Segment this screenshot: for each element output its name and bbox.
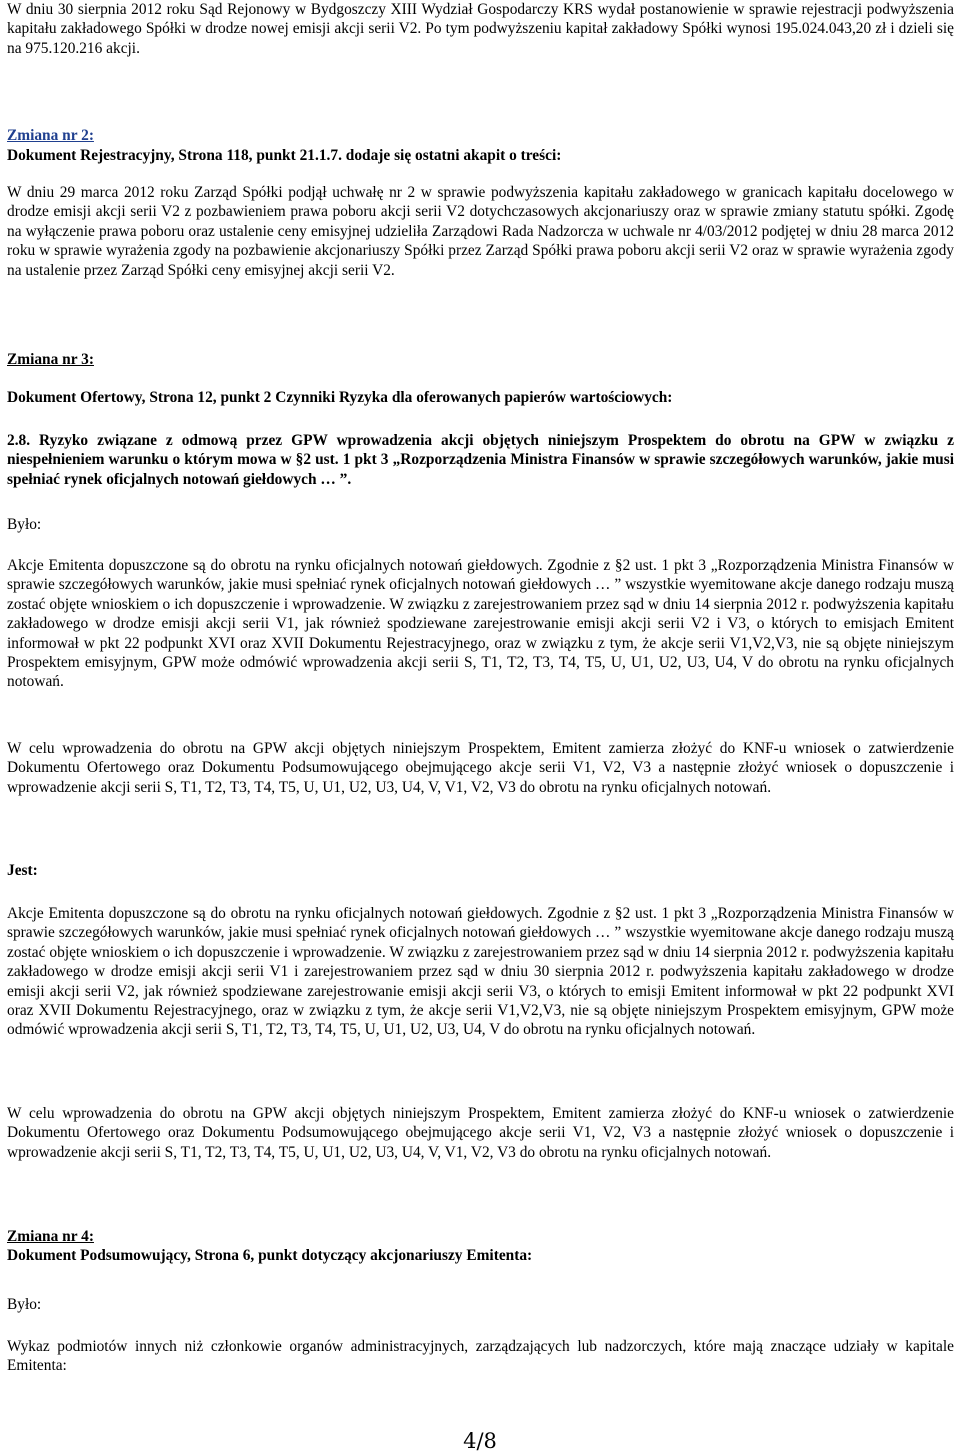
risk-factor-heading: 2.8. Ryzyko związane z odmową przez GPW wprowadzenia akcji objętych niniejszym Prospektem do obrotu na GPW w związku z niespełnieniem warunku o którym mowa w §2 ust. 1 pkt 3 „Rozporządzenia Ministra Finansów w sprawie szczegółowych warunków, jakie musi spełniać rynek oficjalnych notowań giełdowych … ”. [7, 432, 954, 488]
was-paragraph-2: W celu wprowadzenia do obrotu na GPW akcji objętych niniejszym Prospektem, Emitent zamierza złożyć do KNF-u wniosek o zatwierdzenie Dokumentu Ofertowego oraz Dokumentu Podsumowującego obejmującego akcje serii V1, V2, V3 a następnie złożyć wniosek o dopuszczenie i wprowadzenie akcji serii S, T1, T2, T3, T4, T5, U, U1, U2, U3, U4, V, V1, V2, V3 do obrotu na rynku oficjalnych notowań. [7, 740, 954, 796]
was-label: Było: [7, 516, 42, 533]
amendment-3-title: Zmiana nr 3: [7, 351, 94, 368]
amendment-4-was-label: Było: [7, 1296, 42, 1313]
page-number: 4/8 [463, 1429, 497, 1453]
amendment-2-body: W dniu 29 marca 2012 roku Zarząd Spółki podjął uchwałę nr 2 w sprawie podwyższenia kapitału zakładowego w granicach kapitału docelowego w drodze emisji akcji serii V2 z pozbawieniem prawa poboru akcji serii V2 dotychczasowych akcjonariuszy oraz w sprawie zmiany statutu spółki. Zgodę na wyłączenie prawa poboru oraz ustalenie ceny emisyjnej udzieliła Zarządowi Rada Nadzorcza w uchwale nr 4/03/2012 podjętej w dniu 28 marca 2012 roku w sprawie wyrażenia zgody na pozbawienie akcjonariuszy Spółki przez Zarząd Spółki prawa poboru akcji serii V2 oraz w sprawie wyrażenia zgody na ustalenie przez Zarząd Spółki ceny emisyjnej akcji serii V2. [7, 184, 954, 279]
amendment-2-title: Zmiana nr 2: [7, 127, 94, 144]
is-label: Jest: [7, 862, 38, 879]
is-paragraph-1: Akcje Emitenta dopuszczone są do obrotu na rynku oficjalnych notowań giełdowych. Zgodnie z §2 ust. 1 pkt 3 „Rozporządzenia Ministra Finansów w sprawie szczegółowych warunków, jakie musi spełniać rynek oficjalnych notowań giełdowych … ” wszystkie wyemitowane akcje danego rodzaju muszą zostać objęte wnioskiem o ich dopuszczenie i wprowadzenie. W związku z zarejestrowaniem przez sąd w dniu 14 sierpnia 2012 r. podwyższenia kapitału zakładowego w drodze emisji akcji serii V1 i zarejestrowaniem przez sąd w dniu 30 sierpnia 2012 r. podwyższenia kapitału zakładowego w drodze emisji akcji serii V2, jak również spodziewane zarejestrowanie emisji akcji serii V3, o których to emisji Emitent informował w pkt 22 podpunkt XVI oraz XVII Dokumentu Rejestracyjnego, oraz w związku z tym, że akcje serii V1,V2,V3, nie są objęte niniejszym Prospektem emisyjnym, GPW może odmówić wprowadzenia akcji serii S, T1, T2, T3, T4, T5, U, U1, U2, U3, U4, V do obrotu na rynku oficjalnych notowań. [7, 905, 954, 1039]
is-paragraph-2: W celu wprowadzenia do obrotu na GPW akcji objętych niniejszym Prospektem, Emitent zamierza złożyć do KNF-u wniosek o zatwierdzenie Dokumentu Ofertowego oraz Dokumentu Podsumowującego obejmującego akcje serii V1, V2, V3 a następnie złożyć wniosek o dopuszczenie i wprowadzenie akcji serii S, T1, T2, T3, T4, T5, U, U1, U2, U3, U4, V, V1, V2, V3 do obrotu na rynku oficjalnych notowań. [7, 1105, 954, 1161]
amendment-4-body: Wykaz podmiotów innych niż członkowie organów administracyjnych, zarządzających lub nadzorczych, które mają znaczące udziały w kapitale Emitenta: [7, 1338, 954, 1375]
amendment-4-reference: Dokument Podsumowujący, Strona 6, punkt dotyczący akcjonariuszy Emitenta: [7, 1247, 533, 1264]
amendment-4-title: Zmiana nr 4: [7, 1228, 94, 1245]
was-paragraph-1: Akcje Emitenta dopuszczone są do obrotu na rynku oficjalnych notowań giełdowych. Zgodnie z §2 ust. 1 pkt 3 „Rozporządzenia Ministra Finansów w sprawie szczegółowych warunków, jakie musi spełniać rynek oficjalnych notowań giełdowych … ” wszystkie wyemitowane akcje danego rodzaju muszą zostać objęte wnioskiem o ich dopuszczenie i wprowadzenie. W związku z zarejestrowaniem przez sąd w dniu 14 sierpnia 2012 r. podwyższenia kapitału zakładowego w drodze emisji akcji serii V1, jak również spodziewane zarejestrowanie emisji akcji serii V2 i V3, o których to emisjach Emitent informował w pkt 22 podpunkt XVI oraz XVII Dokumentu Rejestracyjnego, oraz w związku z tym, że akcje serii V1,V2,V3, nie są objęte niniejszym Prospektem emisyjnym, GPW może odmówić wprowadzenia akcji serii S, T1, T2, T3, T4, T5, U, U1, U2, U3, U4, V do obrotu na rynku oficjalnych notowań. [7, 557, 954, 691]
amendment-2-reference: Dokument Rejestracyjny, Strona 118, punkt 21.1.7. dodaje się ostatni akapit o treści: [7, 147, 562, 164]
amendment-3-reference: Dokument Ofertowy, Strona 12, punkt 2 Czynniki Ryzyka dla oferowanych papierów wartościowych: [7, 389, 673, 406]
intro-paragraph: W dniu 30 sierpnia 2012 roku Sąd Rejonowy w Bydgoszczy XIII Wydział Gospodarczy KRS wydał postanowienie w sprawie rejestracji podwyższenia kapitału zakładowego Spółki w drodze nowej emisji akcji serii V2. Po tym podwyższeniu kapitał zakładowy Spółki wynosi 195.024.043,20 zł i dzieli się na 975.120.216 akcji. [7, 1, 954, 57]
